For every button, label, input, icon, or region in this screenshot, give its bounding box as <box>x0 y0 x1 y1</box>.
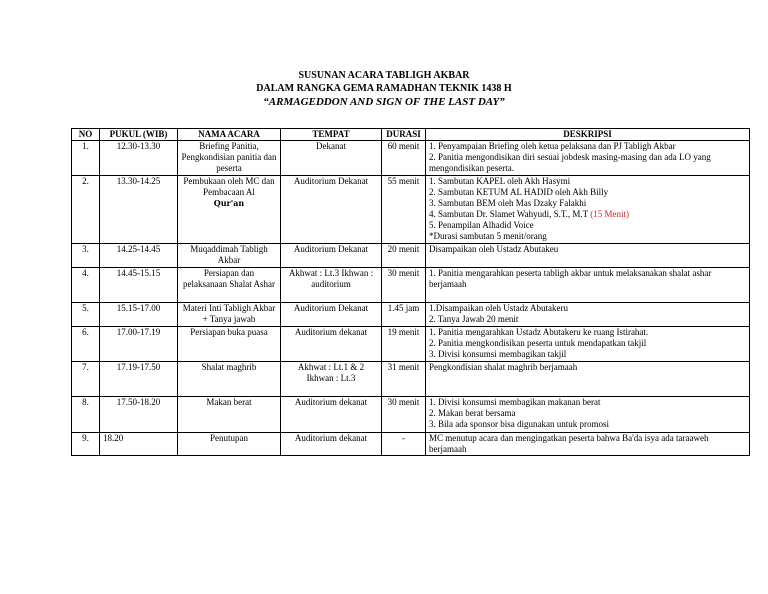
table-row <box>72 303 750 327</box>
cell-place: Auditorium dekanat <box>281 397 382 433</box>
desc-line: 1. Panitia mengarahkan Ustadz Abutakeru ke ruang Istirahat. <box>429 327 649 337</box>
title-line-3: “ARMAGEDDON AND SIGN OF THE LAST DAY” <box>263 96 505 108</box>
cell-no: 5. <box>72 303 100 327</box>
cell-place: Akhwat : Lt.3 Ikhwan : auditorium <box>281 268 382 303</box>
cell-time: 13.30-14.25 <box>100 176 178 244</box>
cell-description <box>426 141 750 176</box>
desc-line: 1.Disampaikan oleh Ustadz Abutakeru <box>429 303 568 313</box>
cell-duration: 60 menit <box>382 141 426 176</box>
table-row <box>72 327 750 362</box>
cell-description <box>426 268 750 303</box>
cell-no: 6. <box>72 327 100 362</box>
cell-name: Penutupan <box>178 433 281 456</box>
cell-duration: 55 menit <box>382 176 426 244</box>
desc-line-text: 4. Sambutan Dr. Slamet Wahyudi, S.T., M.T <box>429 209 589 219</box>
cell-description <box>426 362 750 397</box>
cell-place: Auditorium Dekanat <box>281 176 382 244</box>
cell-name: Shalat maghrib <box>178 362 281 397</box>
desc-line: 5. Penampilan Alhadid Voice <box>429 220 534 230</box>
desc-line: 2. Makan berat bersama <box>429 408 516 418</box>
cell-duration: 30 menit <box>382 397 426 433</box>
cell-description <box>426 327 750 362</box>
cell-name-extra: Qur'an <box>213 198 245 208</box>
cell-name-text: Pembukaan oleh MC dan Pembacaan Al <box>183 176 275 197</box>
column-header-name: NAMA ACARA <box>178 129 281 141</box>
cell-name: Materi Inti Tabligh Akbar + Tanya jawab <box>178 303 281 327</box>
cell-place: Akhwat : Lt.1 & 2 Ikhwan : Lt.3 <box>281 362 382 397</box>
desc-line: Disampaikan oleh Ustadz Abutakeu <box>429 244 559 254</box>
desc-line: *Durasi sambutan 5 menit/orang <box>429 231 547 241</box>
cell-description <box>426 433 750 456</box>
cell-time: 17.19-17.50 <box>100 362 178 397</box>
cell-name: Persiapan dan pelaksanaan Shalat Ashar <box>178 268 281 303</box>
cell-description <box>426 244 750 268</box>
cell-description <box>426 397 750 433</box>
table-row <box>72 397 750 433</box>
cell-description <box>426 176 750 244</box>
cell-no: 4. <box>72 268 100 303</box>
table-row <box>72 433 750 456</box>
cell-place: Auditorium dekanat <box>281 433 382 456</box>
table-row <box>72 176 750 244</box>
column-header-duration: DURASI <box>382 129 426 141</box>
cell-description <box>426 303 750 327</box>
cell-duration: 30 menit <box>382 268 426 303</box>
desc-line: 2. Tanya Jawab 20 menit <box>429 314 519 324</box>
column-header-place: TEMPAT <box>281 129 382 141</box>
cell-no: 7. <box>72 362 100 397</box>
cell-name <box>178 176 281 244</box>
cell-time: 14.45-15.15 <box>100 268 178 303</box>
cell-time: 12.30-13.30 <box>100 141 178 176</box>
cell-place: Dekanat <box>281 141 382 176</box>
cell-name: Persiapan buka puasa <box>178 327 281 362</box>
cell-name: Briefing Panitia, Pengkondisian panitia dan peserta <box>178 141 281 176</box>
cell-duration: 20 menit <box>382 244 426 268</box>
table-header-row <box>72 129 750 141</box>
table-row <box>72 244 750 268</box>
desc-line: 2. Panitia mengkondisikan peserta untuk mendapatkan takjil <box>429 338 647 348</box>
column-header-time: PUKUL (WIB) <box>100 129 178 141</box>
desc-line: 2. Sambutan KETUM AL HADID oleh Akh Billy <box>429 187 609 197</box>
cell-no: 9. <box>72 433 100 456</box>
cell-time: 15.15-17.00 <box>100 303 178 327</box>
cell-time: 14.25-14.45 <box>100 244 178 268</box>
cell-duration: 31 menit <box>382 362 426 397</box>
cell-time: 17.50-18.20 <box>100 397 178 433</box>
cell-duration: 19 menit <box>382 327 426 362</box>
cell-duration: 1.45 jam <box>382 303 426 327</box>
title-line-2: DALAM RANGKA GEMA RAMADHAN TEKNIK 1438 H <box>256 83 512 94</box>
table-row <box>72 268 750 303</box>
schedule-table <box>71 128 750 456</box>
table-row <box>72 141 750 176</box>
column-header-no: NO <box>72 129 100 141</box>
desc-line: 1. Divisi konsumsi membagikan makanan berat <box>429 397 601 407</box>
desc-line: 3. Sambutan BEM oleh Mas Dzaky Falakhi <box>429 198 587 208</box>
cell-no: 3. <box>72 244 100 268</box>
desc-red-note: (15 Menit) <box>590 209 630 219</box>
document-header <box>0 69 768 109</box>
cell-name: Makan berat <box>178 397 281 433</box>
desc-line: 3. Bila ada sponsor bisa digunakan untuk promosi <box>429 419 609 429</box>
cell-place: Auditorium Dekanat <box>281 303 382 327</box>
cell-place: Auditorium Dekanat <box>281 244 382 268</box>
cell-no: 2. <box>72 176 100 244</box>
cell-duration: - <box>382 433 426 456</box>
desc-line: 3. Divisi konsumsi membagikan takjil <box>429 349 567 359</box>
cell-no: 8. <box>72 397 100 433</box>
column-header-description: DESKRIPSI <box>426 129 750 141</box>
desc-line: 2. Panitia mengondisikan diri sesuai jobdesk masing-masing dan ada LO yang mengondisikan peserta. <box>429 152 711 173</box>
cell-name: Muqaddimah Tabligh Akbar <box>178 244 281 268</box>
title-line-1: SUSUNAN ACARA TABLIGH AKBAR <box>298 70 470 81</box>
desc-line <box>429 209 746 220</box>
desc-line: 1. Panitia mengarahkan peserta tabligh akbar untuk melaksanakan shalat ashar berjamaah <box>429 268 712 289</box>
cell-no: 1. <box>72 141 100 176</box>
desc-line: Pengkondisian shalat maghrib berjamaah <box>429 362 578 372</box>
cell-place: Auditorium dekanat <box>281 327 382 362</box>
table-row <box>72 362 750 397</box>
cell-time: 18.20 <box>100 433 178 456</box>
cell-time: 17.00-17.19 <box>100 327 178 362</box>
desc-line: 1. Sambutan KAPEL oleh Akh Hasymi <box>429 176 571 186</box>
desc-line: MC menutup acara dan mengingatkan peserta bahwa Ba'da isya ada taraaweh berjamaah <box>429 433 709 454</box>
desc-line: 1. Penyampaian Briefing oleh ketua pelaksana dan PJ Tabligh Akbar <box>429 141 676 151</box>
